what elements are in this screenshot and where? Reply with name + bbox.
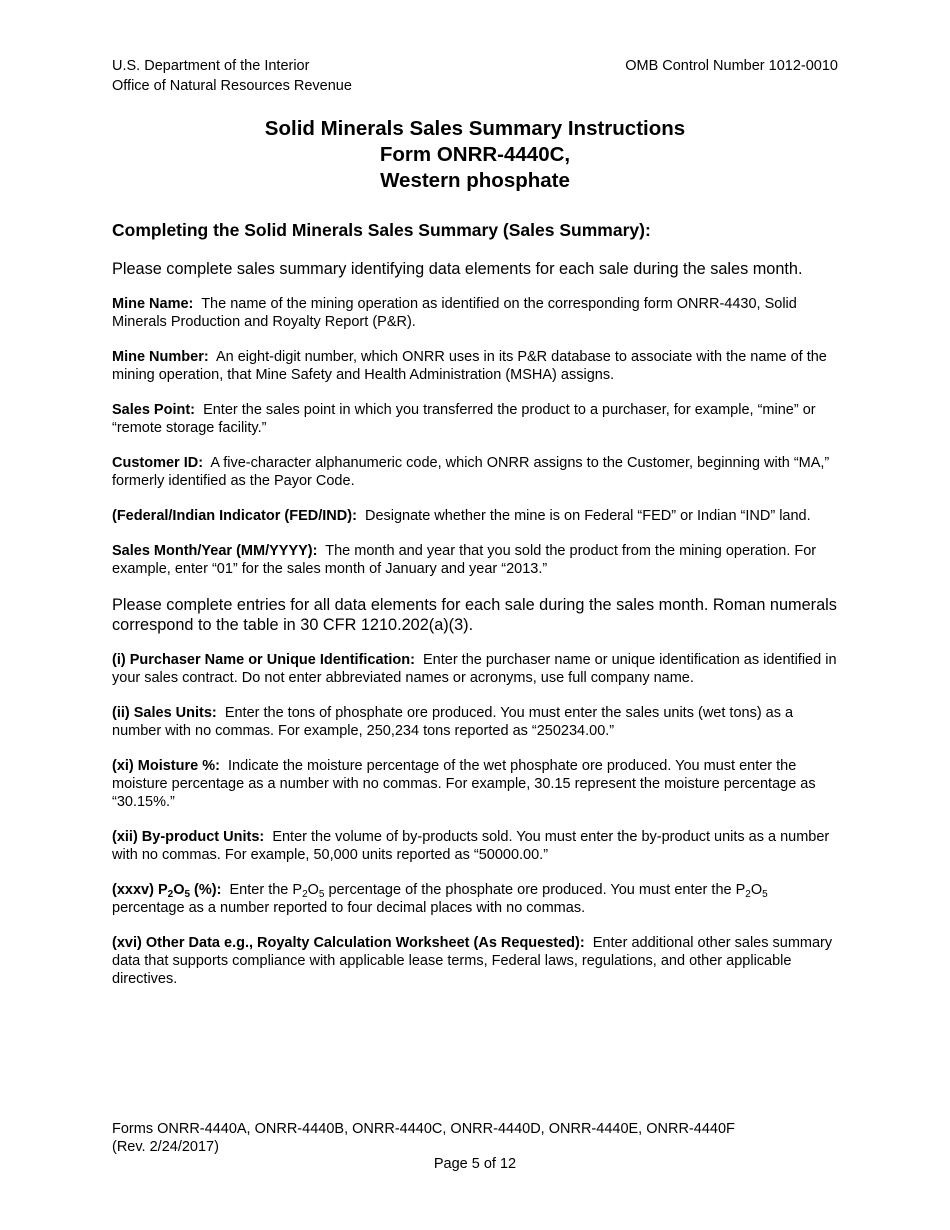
term-description: Enter the $P_2O_5$ percentage of the phosphate ore produced. You must enter the $P_2O_5$ percentage as a number reported to four decimal places with no commas. [112,882,768,916]
intro-paragraph-2: Please complete entries for all data elements for each sale during the sales month. Roman numerals correspond to the table in 30 CFR 1210.202(a)(3). [112,596,837,634]
title-line-3: Western phosphate [380,169,570,192]
term-label: (xi) Moisture %: [112,758,220,774]
item-sales-point [112,401,842,437]
term-description: Designate whether the mine is on Federal “FED” or Indian “IND” land. [364,508,811,524]
term-label: (Federal/Indian Indicator (FED/IND): [112,508,357,524]
item-sales-month [112,542,842,578]
term-label: (i) Purchaser Name or Unique Identification: [112,652,415,668]
item-byproduct-units [112,828,842,864]
item-other-data [112,934,842,988]
department-name: U.S. Department of the Interior [112,58,310,74]
term-description: Enter the purchaser name or unique identification as identified in your sales contract. Do not enter abbreviated names or acronyms, use full company name. [112,652,837,686]
item-customer-id [112,454,842,490]
item-mine-name [112,295,842,331]
term-label: Customer ID: [112,455,204,471]
term-description: An eight-digit number, which ONRR uses in its P&R database to associate with the name of the mining operation, that Mine Safety and Health Administration (MSHA) assigns. [112,349,827,383]
term-description: Enter the volume of by-products sold. You must enter the by-product units as a number with no commas. For example, 50,000 units reported as “50000.00.” [112,829,830,863]
page-header-left [112,57,352,96]
term-label: Mine Number: [112,349,209,365]
intro-paragraph-1: Please complete sales summary identifying data elements for each sale during the sales month. [112,260,803,278]
term-description: Enter additional other sales summary data that supports compliance with applicable lease terms, Federal laws, regulations, and other applicable directives. [112,935,833,987]
instructions-body [112,259,842,1005]
omb-control-number: OMB Control Number 1012-0010 [625,58,838,74]
term-description: Indicate the moisture percentage of the wet phosphate ore produced. You must enter the moisture percentage as a number with no commas. For example, 30.15 represent the moisture percentage as “30.15%.” [112,758,816,810]
document-title [0,116,950,194]
term-description: The month and year that you sold the product from the mining operation. For example, enter “01” for the sales month of January and year “2013.” [112,543,817,577]
office-name: Office of Natural Resources Revenue [112,77,352,94]
footer-forms: Forms ONRR-4440A, ONRR-4440B, ONRR-4440C, ONRR-4440D, ONRR-4440E, ONRR-4440F [112,1121,735,1137]
term-label: (ii) Sales Units: [112,705,217,721]
section-heading: Completing the Solid Minerals Sales Summary (Sales Summary): [112,220,651,240]
page-number: Page 5 of 12 [433,1156,517,1172]
item-sales-units [112,704,842,740]
term-label: (xxxv) $P_2O_5$ (%): [112,882,222,900]
term-label: Sales Month/Year (MM/YYYY): [112,543,318,559]
footer-revision: (Rev. 2/24/2017) [112,1139,219,1155]
term-description: A five-character alphanumeric code, which ONRR assigns to the Customer, beginning with “MA,” formerly identified as the Payor Code. [112,455,830,489]
term-label: Sales Point: [112,402,195,418]
item-fed-ind [112,507,842,525]
item-p2o5 [112,881,842,917]
title-line-1: Solid Minerals Sales Summary Instructions [264,117,686,140]
page-footer [112,1120,735,1156]
item-moisture [112,757,842,811]
term-description: The name of the mining operation as identified on the corresponding form ONRR-4430, Solid Minerals Production and Royalty Report (P&R). [112,296,797,330]
term-label: Mine Name: [112,296,194,312]
term-description: Enter the sales point in which you transferred the product to a purchaser, for example, “mine” or “remote storage facility.” [112,402,816,436]
item-purchaser [112,651,842,687]
title-line-2: Form ONRR-4440C, [379,143,571,166]
term-description: Enter the tons of phosphate ore produced. You must enter the sales units (wet tons) as a number with no commas. For example, 250,234 tons reported as “250234.00.” [112,705,794,739]
item-mine-number [112,348,842,384]
term-label: (xii) By-product Units: [112,829,265,845]
term-label: (xvi) Other Data e.g., Royalty Calculation Worksheet (As Requested): [112,935,585,951]
